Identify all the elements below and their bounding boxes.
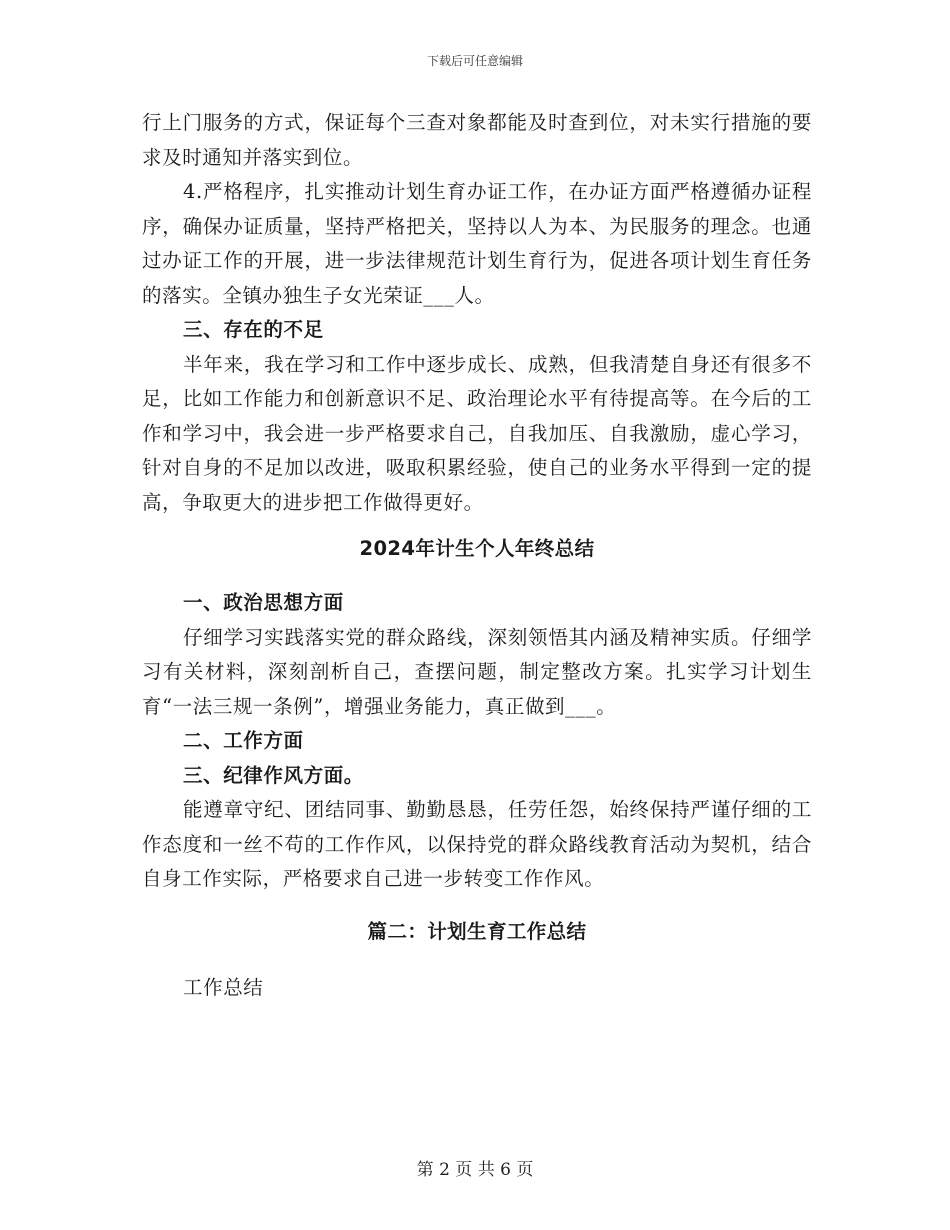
heading-discipline: 三、纪律作风方面。	[183, 763, 364, 787]
paragraph-deficiency: 半年来，我在学习和工作中逐步成长、成熟，但我清楚自身还有很多不足，比如工作能力和创新意识不足、政治理论水平有待提高等。在今后的工作和学习中，我会进一步严格要求自己，自我加压、自我激励，虚心学习，针对自身的不足加以改进，吸取积累经验，使自己的业务水平得到一定的提高，争取更大的进步把工作做得更好。	[142, 352, 812, 514]
section-title-2024: 2024年计生个人年终总结	[359, 537, 595, 560]
paragraph-work-summary: 工作总结	[183, 975, 264, 999]
heading-political: 一、政治思想方面	[183, 591, 344, 614]
paragraph-door-service: 行上门服务的方式，保证每个三查对象都能及时查到位，对未实行措施的要求及时通知并落实到位。	[142, 111, 812, 169]
paragraph-political: 仔细学习实践落实党的群众路线，深刻领悟其内涵及精神实质。仔细学习有关材料，深刻剖析自己，查摆问题，制定整改方案。扎实学习计划生育“一法三规一条例”，增强业务能力，真正做到___。	[142, 625, 812, 718]
section-title-part2: 篇二：计划生育工作总结	[367, 919, 587, 943]
heading-work: 二、工作方面	[183, 729, 304, 752]
page-number: 第 2 页 共 6 页	[416, 1160, 534, 1180]
paragraph-discipline: 能遵章守纪、团结同事、勤勤恳恳，任劳任怨，始终保持严谨仔细的工作态度和一丝不苟的工作作风，以保持党的群众路线教育活动为契机，结合自身工作实际，严格要求自己进一步转变工作作风。	[142, 798, 812, 890]
paragraph-certificate-procedure: 4.严格程序，扎实推动计划生育办证工作，在办证方面严格遵循办证程序，确保办证质量，坚持严格把关，坚持以人为本、为民服务的理念。也通过办证工作的开展，进一步法律规范计划生育行为，促进各项计划生育任务的落实。全镇办独生子女光荣证___人。	[142, 180, 812, 307]
header-note: 下载后可任意编辑	[426, 54, 523, 68]
document-body	[142, 106, 812, 1005]
heading-deficiency: 三、存在的不足	[183, 318, 324, 341]
